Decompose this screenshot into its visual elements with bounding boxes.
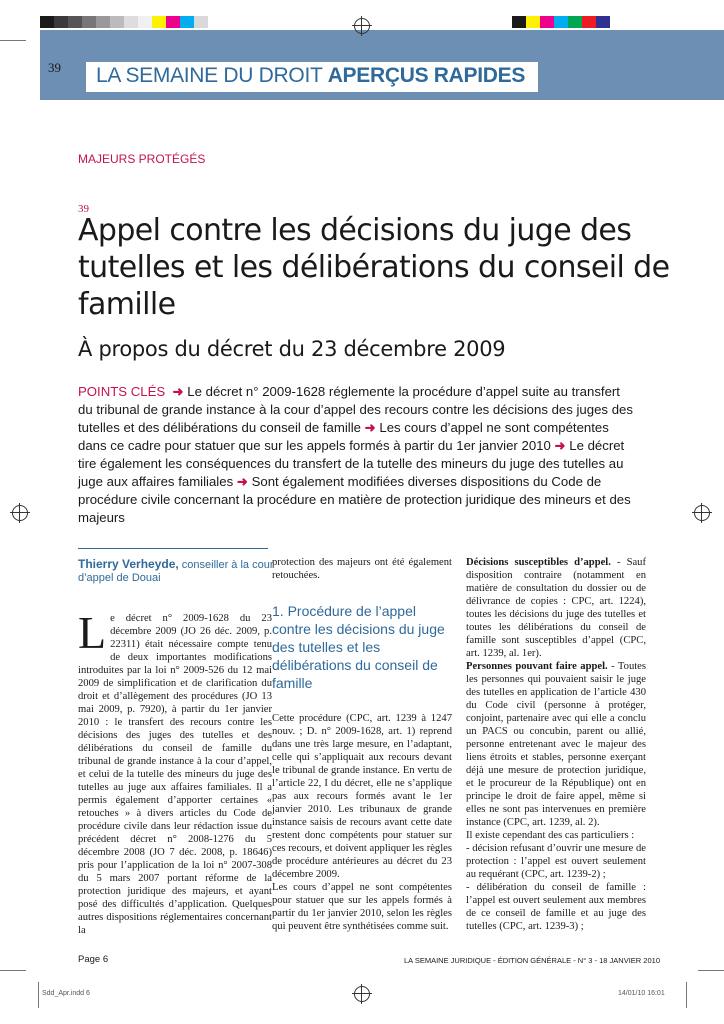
paragraph: protection des majeurs ont été également retouchées. [272, 557, 452, 581]
paragraph: - Sauf disposition contraire (notamment en matière de consultation du dossier ou de délivrance de copies : CPC, art. 1224), toutes les décisions du juge des tutelles et toutes les délibérations du conseil de famille sont susceptibles d’appel (CPC, art. 1239, al. 1er). [466, 557, 646, 659]
magazine-label: LA SEMAINE DU DROIT [96, 64, 323, 87]
color-swatch [582, 16, 596, 28]
paragraph: Il existe cependant des cas particuliers : [466, 830, 635, 841]
color-swatch [540, 16, 554, 28]
article-rubric: MAJEURS PROTÉGÉS [78, 152, 206, 166]
column-1 [78, 607, 272, 937]
author-rule [78, 548, 268, 549]
footer-page: Page 6 [78, 954, 109, 965]
color-swatch [596, 16, 610, 28]
slug-file: Sdd_Apr.indd 6 [42, 990, 90, 997]
color-swatch [138, 16, 152, 28]
arrow-icon: ➜ [236, 474, 248, 489]
footer-journal: LA SEMAINE JURIDIQUE - ÉDITION GÉNÉRALE - N° 3 - 18 JANVIER 2010 [404, 956, 660, 965]
color-swatch [54, 16, 68, 28]
crop-mark [0, 970, 26, 971]
color-swatch [68, 16, 82, 28]
key-point: Les cours d’appel ne sont compétentes dans ce cadre pour statuer que sur les appels formés à partir du 1er janvier 2010 [78, 420, 609, 453]
column-text: e décret n° 2009-1628 du 23 décembre 2009 (JO 26 déc. 2009, p. 22311) était nécessaire compte tenu de deux importantes modifications introduites par la loi n° 2009-526 du 12 mai 2009 de simplification et de clarification du droit et d’allègement des procédures (JO 13 mai 2009, p. 7920), à partir du 1er janvier 2010 : le transfert des recours contre les décisions des juges des tutelles et des délibérations du conseil de famille du tribunal de grande instance à la cour d’appel, et celui de la tutelle des mineurs du juge des tutelles au juge aux affaires familiales. Il a permis également d’apporter certaines « retouches » à divers articles du Code de procédure civile dans leur rédaction issue du précédent décret n° 2008-1276 du 5 décembre 2008 (JO 7 déc. 2008, p. 18646) pris pour l’application de la loi n° 2007-308 du 5 mars 2007 portant réforme de la protection juridique des majeurs, et ayant posé des difficultés d’application. Quelques autres dispositions réglementaires concernant la [78, 613, 272, 936]
article-subtitle: À propos du décret du 23 décembre 2009 [78, 337, 506, 361]
section-heading: 1. Procédure de l’appel contre les décisions du juge des tutelles et les délibérations du conseil de famille [272, 603, 445, 691]
paragraph-heading: Décisions susceptibles d’appel. [466, 557, 611, 568]
key-points-label: POINTS CLÉS [78, 384, 166, 399]
column-2-body [272, 712, 452, 933]
color-swatch [512, 16, 526, 28]
color-swatch [82, 16, 96, 28]
color-swatch [152, 16, 166, 28]
color-swatch [96, 16, 110, 28]
author-name: Thierry Verheyde, [78, 557, 179, 571]
article-number: 39 [78, 203, 89, 215]
crop-mark [38, 982, 39, 1008]
color-swatch [40, 16, 54, 28]
color-swatch [180, 16, 194, 28]
page-number: 39 [48, 60, 61, 75]
color-swatch [526, 16, 540, 28]
column-2 [272, 556, 452, 582]
crop-mark [698, 970, 724, 971]
author-role: conseiller à la cour d’appel de Douai [78, 559, 274, 584]
key-points [78, 383, 638, 527]
article-title: Appel contre les décisions du juge des tutelles et les délibérations du conseil de famille [78, 213, 670, 322]
color-swatch [110, 16, 124, 28]
color-swatch [166, 16, 180, 28]
registration-mark-icon [12, 505, 28, 521]
slug-date: 14/01/10 16:01 [618, 990, 665, 997]
color-swatch [194, 16, 208, 28]
key-point: Sont également modifiées diverses dispositions du Code de procédure civile concernant la procédure en matière de protection juridique des mineurs et des majeurs [78, 474, 631, 525]
key-point: Le décret tire également les conséquences du transfert de la tutelle des mineurs du juge des tutelles au juge aux affaires familiales [78, 438, 625, 489]
column-3 [466, 556, 646, 933]
drop-cap: L [78, 607, 107, 658]
arrow-icon: ➜ [364, 420, 376, 435]
color-swatch [554, 16, 568, 28]
crop-mark [686, 982, 687, 1008]
color-swatch [568, 16, 582, 28]
arrow-icon: ➜ [168, 384, 184, 399]
paragraph: - Toutes les personnes qui pouvaient saisir le juge des tutelles en application de l’article 430 du Code civil (personne à protéger, conjoint, partenaire avec qui elle a conclu un PACS ou concubin, parent ou allié, personne entretenant avec le majeur des liens étroits et stables, personne exerçant déjà une mesure de protection juridique, et le procureur de la République) ont en principe le droit de faire appel, même si elles ne sont pas intervenues en première instance (CPC, art. 1239, al. 2). [466, 661, 647, 828]
paragraph: - délibération du conseil de famille : l’appel est ouvert seulement aux membres de ce conseil de famille et au juge des tutelles (CPC, art. 1239-3) ; [466, 882, 646, 932]
author-block [78, 558, 278, 585]
crop-mark [0, 40, 26, 41]
paragraph-heading: Personnes pouvant faire appel. [466, 661, 608, 672]
color-swatch [124, 16, 138, 28]
arrow-icon: ➜ [554, 438, 566, 453]
registration-mark-icon [694, 505, 710, 521]
section-label: APERÇUS RAPIDES [327, 64, 526, 87]
registration-mark-icon [354, 986, 370, 1002]
registration-mark-icon [354, 18, 370, 34]
key-point: Le décret n° 2009-1628 réglemente la procédure d’appel suite au transfert du tribunal de grande instance à la cour d’appel des recours contre les décisions des juges des tutelles et des délibérations du conseil de famille [78, 384, 633, 435]
paragraph: Les cours d’appel ne sont compétentes pour statuer que sur les appels formés à partir du 1er janvier 2010, selon les règles qui peuvent être synthétisées comme suit. [272, 882, 452, 932]
paragraph: Cette procédure (CPC, art. 1239 à 1247 nouv. ; D. n° 2009-1628, art. 1) reprend dans une très large mesure, en l’adaptant, celle qui s’appliquait aux recours devant le tribunal de grande instance. En vertu de l’article 22, I du décret, elle ne s’applique pas aux recours formés avant le 1er janvier 2010. Les tribunaux de grande instance saisis de recours avant cette date restent donc compétents pour statuer sur ces recours, et doivent appliquer les règles de procédure antérieures au décret du 23 décembre 2009. [272, 713, 452, 880]
header-title [96, 64, 525, 88]
paragraph: - décision refusant d’ouvrir une mesure de protection : l’appel est ouvert seulement au requérant (CPC, art. 1239-2) ; [466, 843, 646, 880]
